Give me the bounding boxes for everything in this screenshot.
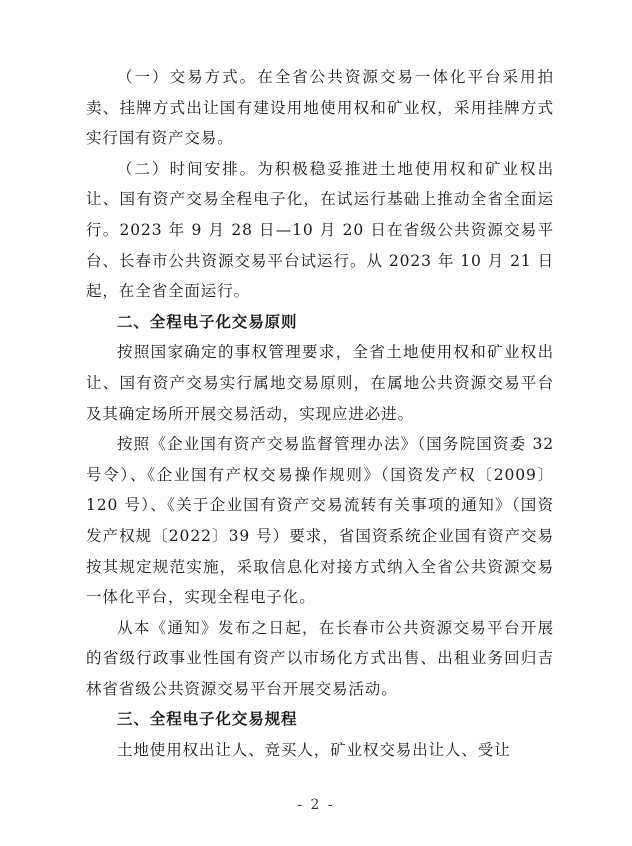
para-trading-rules-start: 土地使用权出让人、竞买人，矿业权交易出让人、受让 (117, 741, 511, 760)
para-notice-effective: 从本《通知》发布之日起，在长春市公共资源交易平台开展的省级行政事业性国有资产以市场化方式出售、出租业务回归吉林省省级公共资源交易平台开展交易活动。 (86, 618, 554, 698)
document-body (86, 62, 554, 766)
para-territorial-principle: 按照国家确定的事权管理要求，全省土地使用权和矿业权出让、国有资产交易实行属地交易原则，在属地公共资源交易平台及其确定场所开展交易活动，实现应进必进。 (86, 343, 554, 423)
para-time-schedule: （二）时间安排。为积极稳妥推进土地使用权和矿业权出让、国有资产交易全程电子化，在试运行基础上推动全省全面运行。2023 年 9 月 28 日—10 月 20 日在省级公共资源交易平台、长春市公共资源交易平台试运行。从 2023 年 10 月 21 日起，在全省全面运行。 (86, 159, 554, 301)
para-trading-method: （一）交易方式。在全省公共资源交易一体化平台采用拍卖、挂牌方式出让国有建设用地使用权和矿业权，采用挂牌方式实行国有资产交易。 (86, 68, 554, 148)
page-number: - 2 - (297, 797, 335, 813)
para-regulations: 按照《企业国有资产交易监督管理办法》（国务院国资委 32 号令）、《企业国有产权交易操作规则》（国资发产权〔2009〕120 号）、《关于企业国有资产交易流转有关事项的通知》（国资发产权规〔2022〕39 号）要求，省国资系统企业国有资产交易按其规定规范实施，采取信息化对接方式纳入全省公共资源交易一体化平台，实现全程电子化。 (86, 435, 554, 607)
heading-section-3: 三、全程电子化交易规程 (117, 710, 298, 729)
heading-section-2: 二、全程电子化交易原则 (117, 312, 298, 331)
